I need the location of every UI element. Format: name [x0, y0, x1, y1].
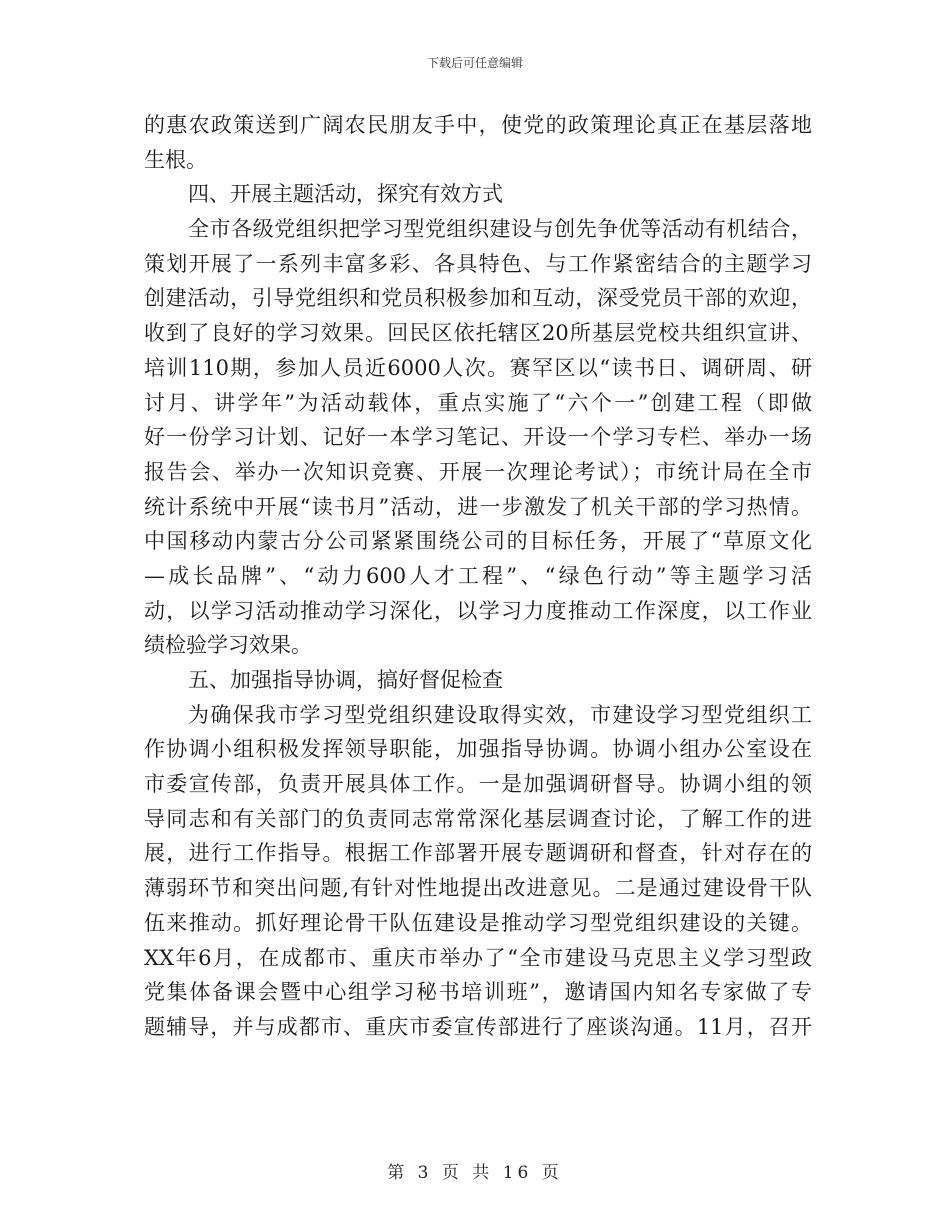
text-line: 党集体备课会暨中心组学习秘书培训班”，邀请国内知名专家做了专 [144, 980, 812, 1005]
text-line: 好一份学习计划、记好一本学习笔记、开设一个学习专栏、举办一场 [144, 425, 812, 450]
text-line: 展，进行工作指导。根据工作部署开展专题调研和督查，针对存在的 [144, 841, 812, 866]
text-line: 全市各级党组织把学习型党组织建设与创先争优等活动有机结合， [188, 217, 812, 242]
text-line: 的惠农政策送到广阔农民朋友手中，使党的政策理论真正在基层落地 [144, 113, 812, 137]
text-line: 策划开展了一系列丰富多彩、各具特色、与工作紧密结合的主题学习 [144, 251, 812, 276]
text-line: 讨月、讲学年”为活动载体，重点实施了“六个一”创建工程（即做 [144, 390, 812, 415]
document-body [144, 108, 812, 1045]
text-line: 动，以学习活动推动学习深化，以学习力度推动工作深度，以工作业 [144, 598, 812, 623]
text-line: 收到了良好的学习效果。回民区依托辖区20所基层党校共组织宣讲、 [144, 321, 812, 346]
text-line: 薄弱环节和突出问题,有针对性地提出改进意见。二是通过建设骨干队 [144, 876, 812, 901]
text-line: 创建活动，引导党组织和党员积极参加和互动，深受党员干部的欢迎， [144, 286, 812, 311]
text-line: 为确保我市学习型党组织建设取得实效，市建设学习型党组织工 [188, 702, 812, 727]
text-line: 导同志和有关部门的负责同志常常深化基层调查讨论，了解工作的进 [144, 806, 812, 831]
text-line: 作协调小组积极发挥领导职能，加强指导协调。协调小组办公室设在 [144, 737, 812, 762]
section-heading-5: 五、加强指导协调，搞好督促检查 [188, 668, 503, 692]
text-line: 题辅导，并与成都市、重庆市委宣传部进行了座谈沟通。11月，召开 [144, 1014, 812, 1039]
text-line: 市委宣传部，负责开展具体工作。一是加强调研督导。协调小组的领 [144, 772, 812, 797]
text-line: XX年6月，在成都市、重庆市举办了“全市建设马克思主义学习型政 [144, 945, 812, 970]
text-line: 报告会、举办一次知识竞赛、开展一次理论考试）；市统计局在全市 [144, 459, 812, 484]
text-line: 中国移动内蒙古分公司紧紧围绕公司的目标任务，开展了“草原文化 [144, 529, 812, 554]
text-line: 统计系统中开展“读书月”活动，进一步激发了机关干部的学习热情。 [144, 494, 812, 519]
section-heading-4: 四、开展主题活动，探究有效方式 [188, 182, 503, 207]
page-number: 第 3 页 共 16 页 [387, 1163, 563, 1183]
page-header: 下载后可任意编辑 [426, 56, 523, 70]
text-line: 培训110期，参加人员近6000人次。赛罕区以“读书日、调研周、研 [144, 355, 812, 380]
text-line: 伍来推动。抓好理论骨干队伍建设是推动学习型党组织建设的关键。 [144, 910, 812, 935]
text-line: 生根。 [144, 147, 207, 172]
text-line: —成长品牌”、“动力600人才工程”、“绿色行动”等主题学习活 [144, 563, 812, 588]
text-line: 绩检验学习效果。 [144, 633, 312, 658]
